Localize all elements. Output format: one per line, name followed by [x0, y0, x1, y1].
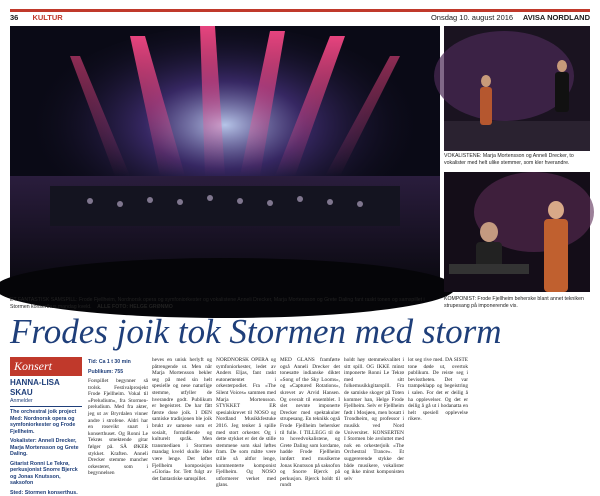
fact-project: The orchestral joik project Med: Nordnorsk opera og symfoniorkester og Frode Fjellheim. — [10, 409, 82, 435]
issue-date: Onsdag 10. august 2016 — [431, 13, 513, 22]
section-label: KULTUR — [32, 13, 62, 22]
vocalists-caption — [444, 153, 590, 166]
fact-venue: Sted: Stormen konserthus. — [10, 490, 82, 496]
concert-stage-photo — [10, 26, 440, 294]
main-caption-text: ET FANTASTISK SAMSPILL: Frode Fjellheim, Nordnorsk opera og symfoniorkester og vokalistene Anneli Drecker, Marja Mortensson og Grete Daling fant raskt tonen og samspillet i Stormen konserthus mandag kveld. — [10, 297, 425, 310]
composer-caption — [444, 296, 590, 309]
photo-credit: ALLE FOTO: HELGE GRØNMO — [97, 304, 173, 310]
article-column-4: MED GLANS framførte også Anneli Drecker det tonesatte indianske diktet «Song of the Sky Looms», og «Captured Rotations», skrevet av Arvid Hansen. Og overalt til ensemblet. I slet nevnte imponerte Drecker med spektakulær strupesang. En teknikk også Frode Fjellheim behersker til fulle. I TILLEGG til de to hovedvokalistene, og Grete Daling som kordame, hadde Frode Fjellheim innført med musikerne Jonas Knutsson på saksofon og Snorre Bjerck på perkusjon. Bjerck holdt til rundt — [280, 357, 340, 489]
review-role: Anmelder — [10, 398, 82, 404]
article-column-1: Forspillet begynner så trolsk. Festivalprosjekt Frode Fjellheim. Vokal til «Preludium», fra Stormen-preludium. Med fra akter, jeg ut av Bryrdalen vinner andre i strofene. Aldri har en rosevikt snart i konserthuset. Og Ronni Le Tekrøs smektende gitar følger på. SÅ ØKER stykket. Kraften. Anneli Drecker stemme mancher orkesteret, som i begynnelsen — [88, 378, 148, 477]
article-column-3: NORDNORSK OPERA og symfoniorkester, ledet av Anders Eljas, fant raskt eutonementet i orkesterpodiet. Fra «The Silent Voices» sammen med Marja Mortensson. STYKKET ER spesialskrevet til NOSO og Nordland Musikkfestuke 2016. Jeg tenker å spille med stort orkester. Og i dette stykket er det de stille stemmene som skal løftes fram. De som måtte være stille så altfor lenge, kommenterte komponist Fjellheim. Og NOSO utformerer verket med glans. — [216, 357, 276, 489]
article-column-5: holdt høy stemmekvalitet i sitt spill. OG IKKE minst imponerte Ronni Le Tekrø med sitt folkemusikkgitarspill. Fra de samiske skoger på Toten kommer han, Helge Frode Fjellheim. Selv er Fjellheim født i Mosjøen, men bosatt i Trondheim, og professor i musikk ved Nord Universitet. KONSERTEN I Stormen ble avsluttet med nok en orkesterjoik «The Orchestral Trance». Et suggererende stykke der både musikere, vokalister og ikke minst komponisten selv — [344, 357, 404, 482]
page-number: 36 — [10, 13, 18, 22]
review-author: HANNA-LISA SKAU — [10, 378, 82, 398]
composer-caption-text: KOMPONIST: Frode Fjellheim beherske blant annet tekniken strupesang på imponerende vis. — [444, 296, 584, 309]
review-meta — [88, 357, 148, 377]
meta-duration: Tid: Ca 1 t 30 min — [88, 357, 148, 367]
review-factbox — [10, 357, 82, 496]
newspaper-name: AVISA NORDLAND — [523, 13, 590, 22]
fact-vocalists: Vokalister: Anneli Drecker, Marja Mortensson og Grete Daling. — [10, 438, 82, 458]
masthead — [10, 9, 590, 22]
review-tag: Konsert — [10, 357, 82, 376]
vocalists-photo — [444, 26, 590, 151]
article-column-2: heves en unisk herlyft og påtrengende ut. Men når Marja Mortensson bekler seg på med sin helt spesielle og nese naturlige stemme, utfyller de hverandre godt. Publikum er begeistret. De har fått første dose joik. I DEN samiske tradisjonen ble joik brukt av samene som et sosialt, formidlende og kulturelt språk. Men transmediaen i Stormen mandag kveld skulle ikke være lenge. Det løftet Fjellheim komposisjon «Gloria» for. Tett fulgt av det fantastiske samspillet. — [152, 357, 212, 482]
article-headline: Frodes joik tok Stormen med storm — [10, 312, 590, 352]
factbox-divider — [10, 406, 82, 407]
vocalists-caption-text: VOKALISTENE: Marja Mortensson og Anneli Drecker, to vokalister med helt ulike stemmer, som kler hverandre. — [444, 153, 574, 166]
meta-audience: Publikum: 755 — [88, 367, 148, 377]
composer-photo — [444, 172, 590, 292]
fact-musicians: Gitarist Ronni Le Tekrø, perkusjonist Snorre Bjerck og Jonas Knutsson, saksofon — [10, 461, 82, 487]
main-photo-caption — [10, 297, 440, 310]
article-column-6: lot seg rive med. DA SISTE tone døde ut, overtok publikum. De reiste seg i bevisstheten. Det var trampeklapp og begeistring i salen. For det er deilig å ha opplevelser. Og det er deilig å gå ut i hodanatta en helt spesiell opplevelse rikere. — [408, 357, 468, 423]
